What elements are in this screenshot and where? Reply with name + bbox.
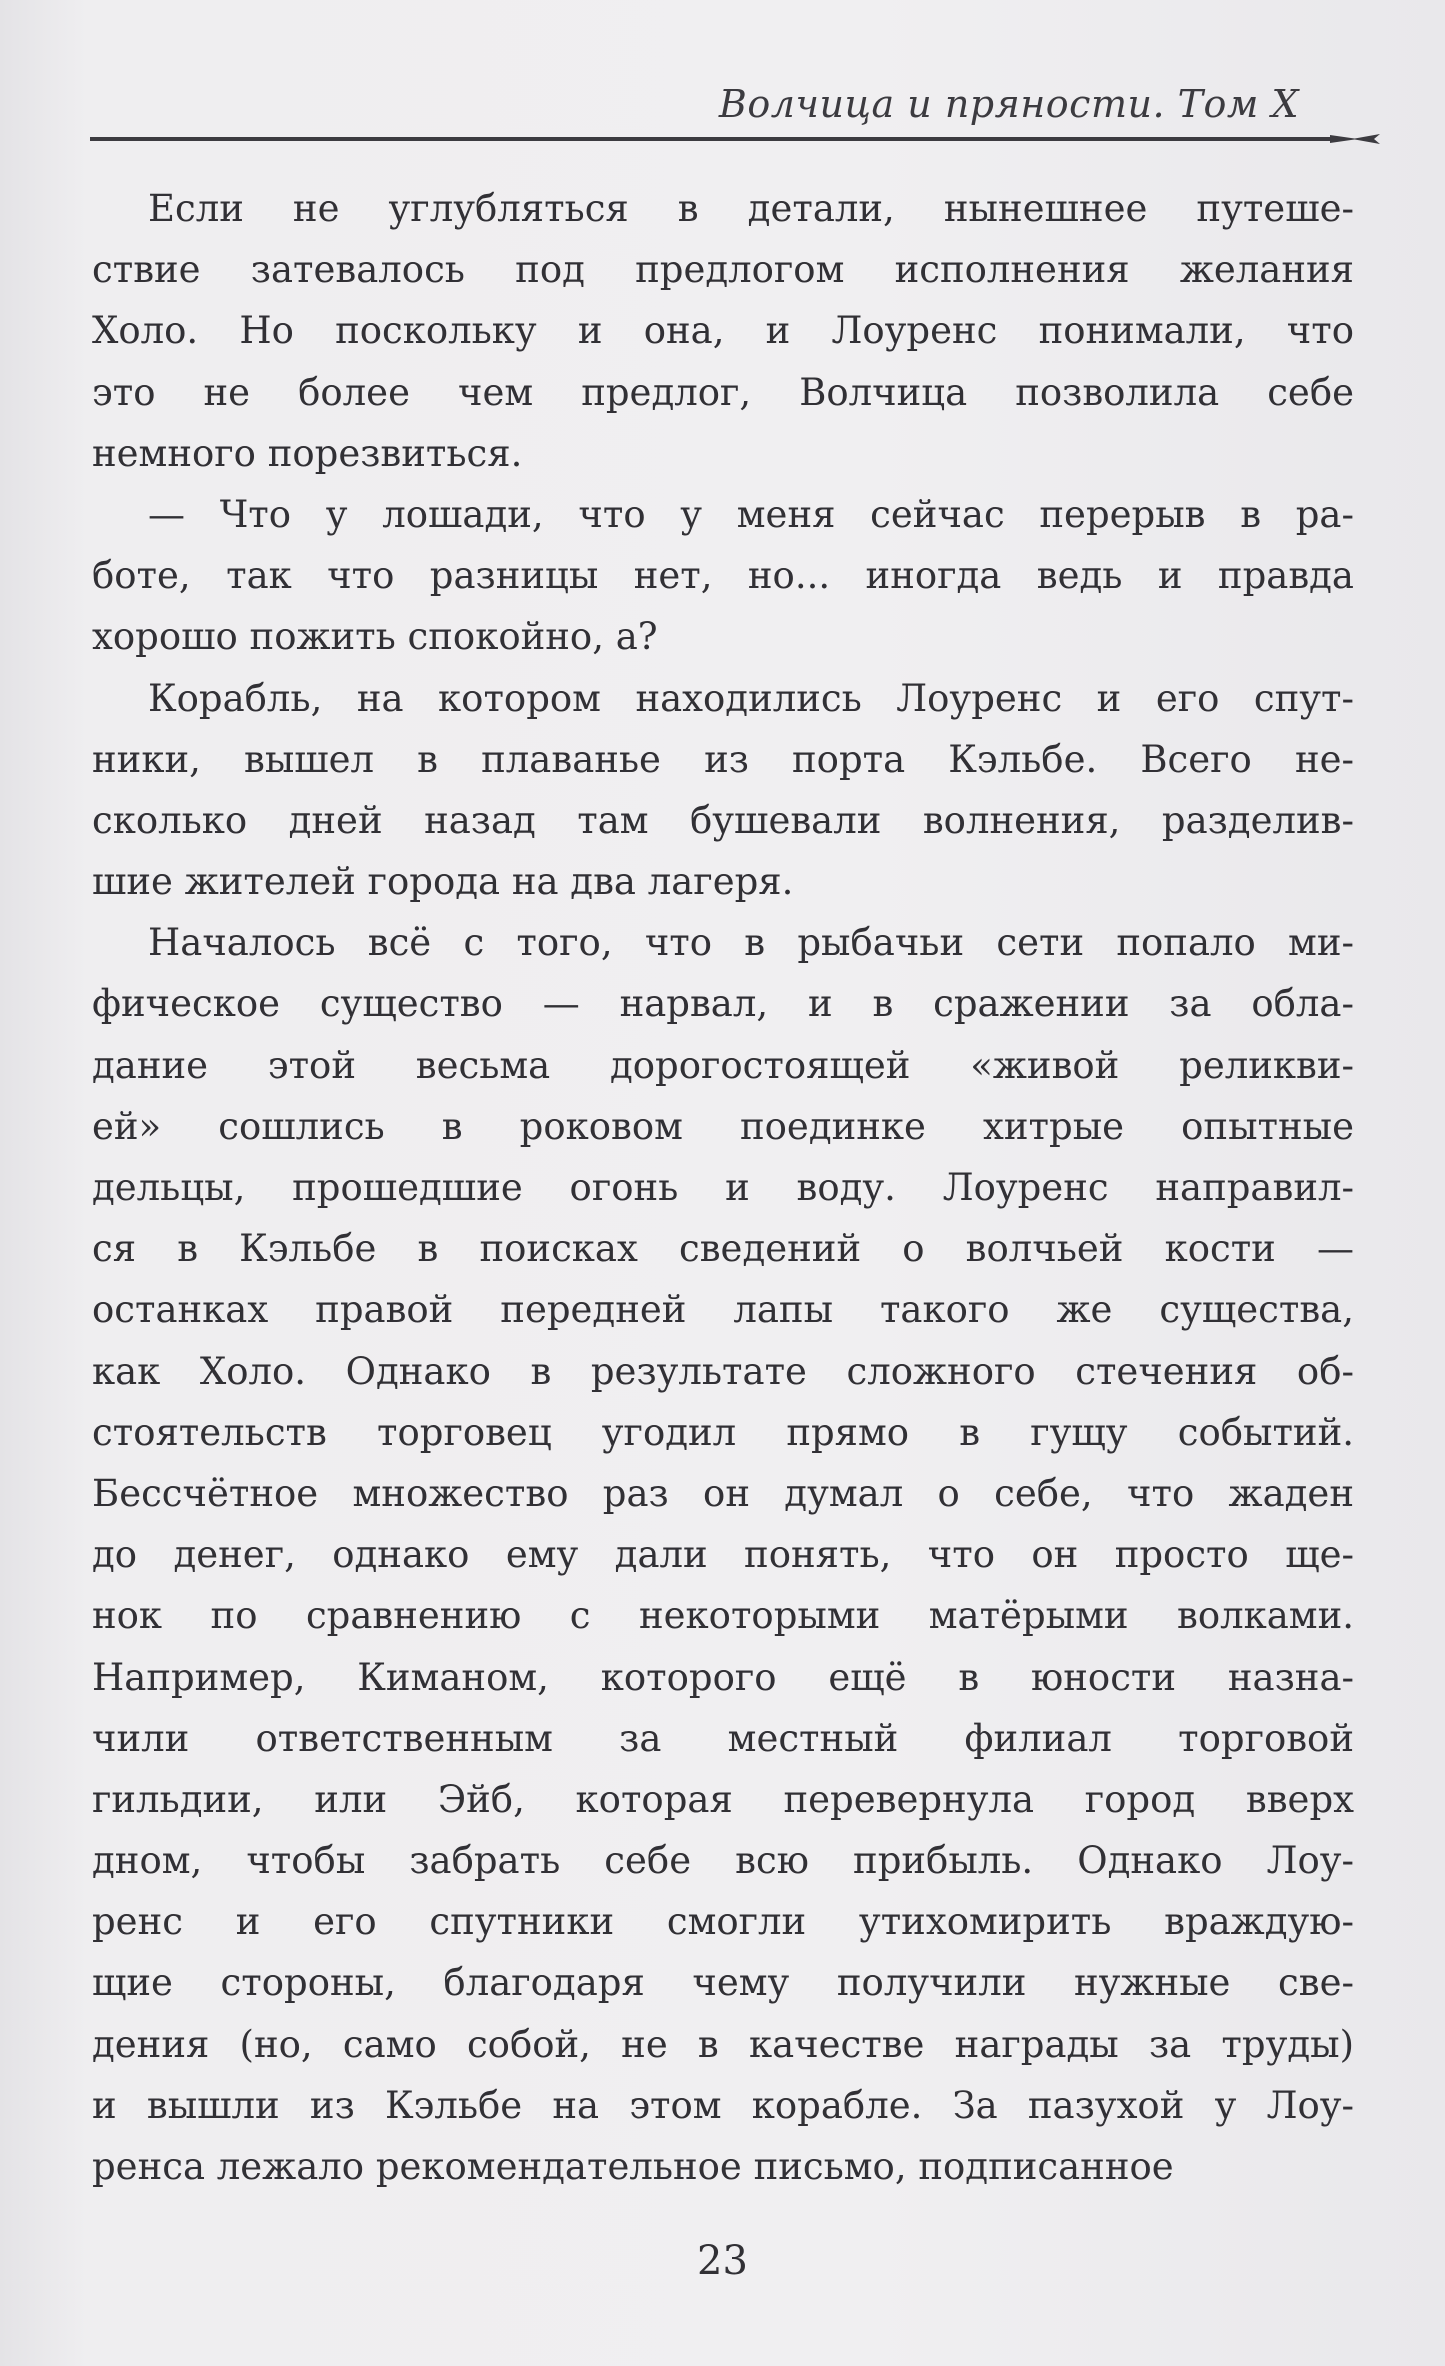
- text-line: как Холо. Однако в результате сложного стечения об-: [92, 1349, 1354, 1393]
- text-line: ренс и его спутники смогли утихомирить враждую-: [92, 1900, 1354, 1944]
- text-line: ся в Кэльбе в поисках сведений о волчьей кости —: [92, 1227, 1354, 1271]
- running-header-title: Волчица и пряности. Том X: [718, 82, 1299, 126]
- page-number: 23: [697, 2238, 748, 2284]
- text-line: немного порезвиться.: [92, 431, 523, 475]
- text-line: гильдии, или Эйб, которая перевернула город вверх: [92, 1777, 1354, 1821]
- text-line: и вышли из Кэльбе на этом корабле. За пазухой у Лоу-: [92, 2083, 1354, 2127]
- text-line: боте, так что разницы нет, но... иногда ведь и правда: [92, 554, 1354, 598]
- text-line: Началось всё с того, что в рыбачьи сети попало ми-: [148, 921, 1354, 965]
- text-line: ей» сошлись в роковом поединке хитрые опытные: [92, 1104, 1354, 1148]
- text-line: Если не углубляться в детали, нынешнее путеше-: [148, 187, 1354, 230]
- text-line: дения (но, само собой, не в качестве награды за труды): [92, 2022, 1354, 2066]
- text-line: Бессчётное множество раз он думал о себе, что жаден: [92, 1471, 1354, 1515]
- text-line: дном, чтобы забрать себе всю прибыль. Однако Лоу-: [92, 1839, 1354, 1883]
- text-line: ренса лежало рекомендательное письмо, подписанное: [92, 2145, 1174, 2188]
- text-line: — Что у лошади, что у меня сейчас перерыв в ра-: [148, 492, 1354, 536]
- text-line: дание этой весьма дорогостоящей «живой реликви-: [92, 1043, 1354, 1087]
- text-line: чили ответственным за местный филиал торговой: [92, 1716, 1354, 1760]
- header-rule-ornament: [90, 134, 1380, 144]
- text-line: ствие затевалось под предлогом исполнения желания: [92, 248, 1354, 292]
- text-line: стоятельств торговец угодил прямо в гущу событий.: [92, 1410, 1354, 1454]
- text-line: до денег, однако ему дали понять, что он просто ще-: [92, 1533, 1354, 1577]
- text-line: Корабль, на котором находились Лоуренс и его спут-: [148, 676, 1354, 720]
- text-line: это не более чем предлог, Волчица позволила себе: [92, 370, 1354, 414]
- text-line: фическое существо — нарвал, и в сражении за обла-: [92, 982, 1354, 1026]
- text-line: сколько дней назад там бушевали волнения, разделив-: [92, 798, 1354, 842]
- text-line: щие стороны, благодаря чему получили нужные све-: [92, 1961, 1354, 2005]
- text-line: хорошо пожить спокойно, а?: [92, 615, 658, 659]
- text-line: нок по сравнению с некоторыми матёрыми волками.: [92, 1594, 1354, 1638]
- text-line: дельцы, прошедшие огонь и воду. Лоуренс направил-: [92, 1166, 1354, 1209]
- text-line: Например, Киманом, которого ещё в юности назна-: [92, 1655, 1354, 1699]
- text-line: Холо. Но поскольку и она, и Лоуренс понимали, что: [92, 309, 1354, 353]
- body-text: [92, 178, 1354, 2197]
- text-line: ники, вышел в плаванье из порта Кэльбе. Всего не-: [92, 737, 1354, 781]
- text-line: останках правой передней лапы такого же существа,: [92, 1288, 1354, 1332]
- text-line: шие жителей города на два лагеря.: [92, 860, 794, 904]
